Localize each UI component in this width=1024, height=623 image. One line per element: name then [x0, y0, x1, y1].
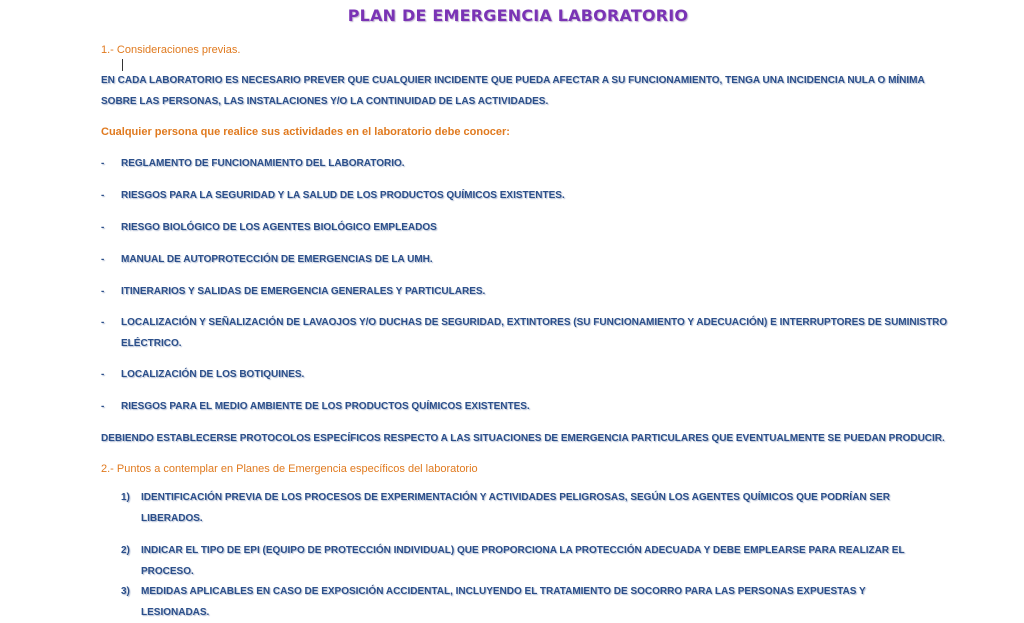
- section1-heading: 1.- Consideraciones previas.: [101, 44, 241, 56]
- list-bullet: -: [101, 317, 105, 328]
- numbered-item-text: MEDIDAS APLICABLES EN CASO DE EXPOSICIÓN ACCIDENTAL, INCLUYENDO EL TRATAMIENTO DE SOCORRO PARA LAS PERSONAS EXPUESTAS Y LESIONADAS.: [141, 586, 866, 618]
- section1-intro: EN CADA LABORATORIO ES NECESARIO PREVER QUE CUALQUIER INCIDENTE QUE PUEDA AFECTAR A SU FUNCIONAMIENTO, TENGA UNA INCIDENCIA NULA O MÍNIMA SOBRE LAS PERSONAS, LAS INSTALACIONES Y/O LA CONTINUIDAD DE LAS ACTIVIDADES.: [101, 75, 925, 107]
- list-item: [101, 153, 961, 174]
- list-item: [101, 312, 961, 354]
- list-item-text: MANUAL DE AUTOPROTECCIÓN DE EMERGENCIAS DE LA UMH.: [121, 254, 433, 265]
- list-bullet: -: [101, 369, 105, 380]
- page-title: PLAN DE EMERGENCIA LABORATORIO: [347, 6, 689, 25]
- list-item: [101, 364, 961, 385]
- list-bullet: -: [101, 401, 105, 412]
- list-bullet: -: [101, 286, 105, 297]
- numbered-item: [121, 540, 921, 582]
- numbered-item: [121, 487, 921, 529]
- section1-closing: DEBIENDO ESTABLECERSE PROTOCOLOS ESPECÍFICOS RESPECTO A LAS SITUACIONES DE EMERGENCIA PARTICULARES QUE EVENTUALMENTE SE PUEDAN PRODUCIR.: [101, 433, 945, 444]
- list-bullet: -: [101, 222, 105, 233]
- list-bullet: -: [101, 254, 105, 265]
- section2-heading: 2.- Puntos a contemplar en Planes de Emergencia específicos del laboratorio: [101, 463, 478, 475]
- list-item: [101, 185, 961, 206]
- item-number: 2): [121, 545, 130, 556]
- list-bullet: -: [101, 190, 105, 201]
- list-item-text: REGLAMENTO DE FUNCIONAMIENTO DEL LABORATORIO.: [121, 158, 405, 169]
- list-item: [101, 217, 961, 238]
- numbered-item-text: IDENTIFICACIÓN PREVIA DE LOS PROCESOS DE EXPERIMENTACIÓN Y ACTIVIDADES PELIGROSAS, SEGÚN LOS AGENTES QUÍMICOS QUE PODRÍAN SER LIBERADOS.: [141, 492, 890, 524]
- list-item-text: ITINERARIOS Y SALIDAS DE EMERGENCIA GENERALES Y PARTICULARES.: [121, 286, 486, 297]
- list-item: [101, 249, 961, 270]
- list-item-text: RIESGOS PARA EL MEDIO AMBIENTE DE LOS PRODUCTOS QUÍMICOS EXISTENTES.: [121, 401, 530, 412]
- list-item: [101, 281, 961, 302]
- list-item-text: RIESGOS PARA LA SEGURIDAD Y LA SALUD DE LOS PRODUCTOS QUÍMICOS EXISTENTES.: [121, 190, 565, 201]
- item-number: 3): [121, 586, 130, 597]
- numbered-item-text: INDICAR EL TIPO DE EPI (EQUIPO DE PROTECCIÓN INDIVIDUAL) QUE PROPORCIONA LA PROTECCIÓN ADECUADA Y DEBE EMPLEARSE PARA REALIZAR EL PROCESO.: [141, 545, 905, 577]
- item-number: 1): [121, 492, 130, 503]
- numbered-item: [121, 581, 921, 623]
- section1-subheading: Cualquier persona que realice sus actividades en el laboratorio debe conocer:: [101, 126, 510, 138]
- list-item-text: LOCALIZACIÓN DE LOS BOTIQUINES.: [121, 369, 305, 380]
- list-item-text: RIESGO BIOLÓGICO DE LOS AGENTES BIOLÓGICO EMPLEADOS: [121, 222, 437, 233]
- list-item: [101, 396, 961, 417]
- list-item-text: LOCALIZACIÓN Y SEÑALIZACIÓN DE LAVAOJOS Y/O DUCHAS DE SEGURIDAD, EXTINTORES (SU FUNCIONAMIENTO Y ADECUACIÓN) E INTERRUPTORES DE SUMINISTRO ELÉCTRICO.: [121, 317, 948, 349]
- list-bullet: -: [101, 158, 105, 169]
